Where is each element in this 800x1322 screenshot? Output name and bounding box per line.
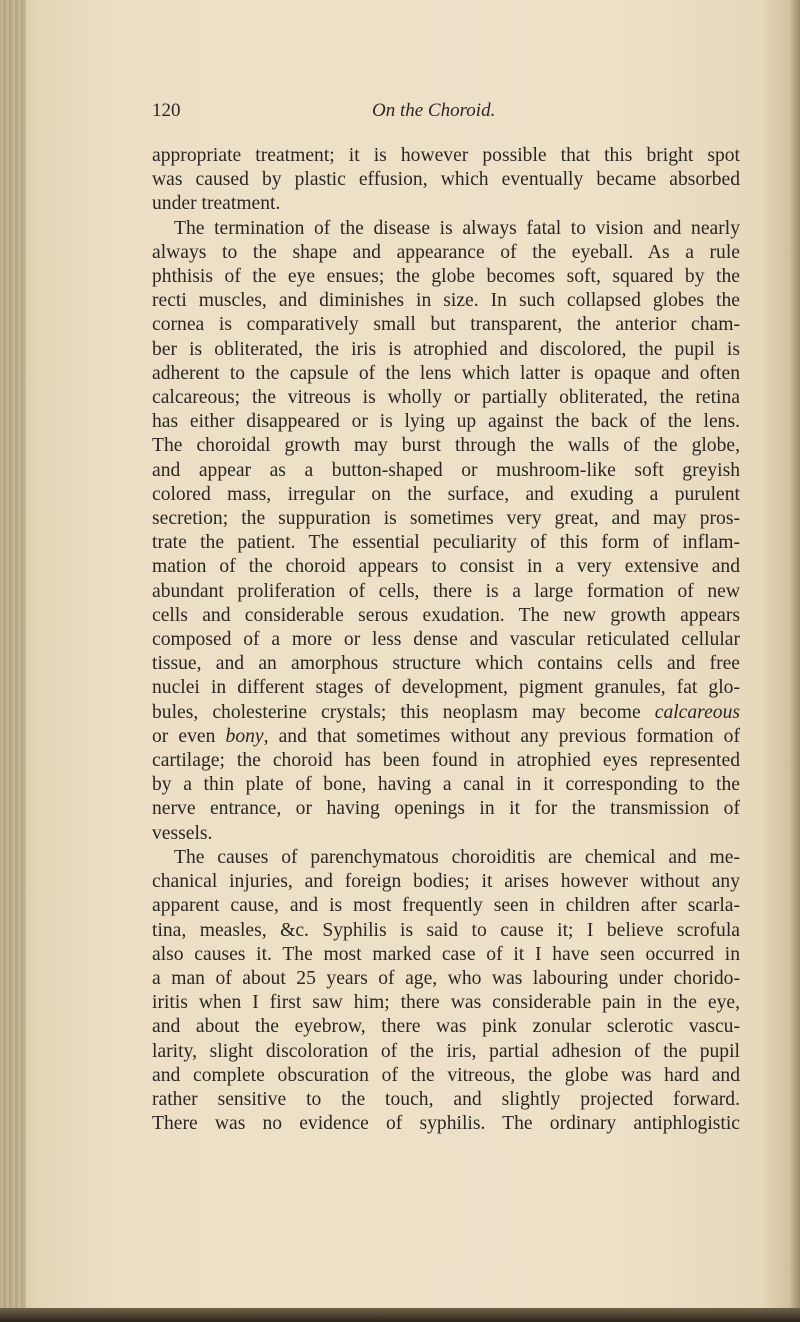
text-line-with-italic bbox=[152, 725, 740, 749]
running-title: On the Choroid. bbox=[372, 100, 496, 121]
text-line-with-italic bbox=[152, 701, 740, 725]
text-line: nerve entrance, or having openings in it for the transmission of bbox=[152, 798, 740, 820]
text-line: cells and considerable serous exudation. The new growth appears bbox=[152, 604, 740, 626]
text-line: and about the eyebrow, there was pink zonular sclerotic vascu- bbox=[152, 1016, 740, 1038]
page-bottom-edge bbox=[0, 1308, 800, 1322]
text-segment: bules, cholesterine crystals; this neoplasm may become bbox=[152, 701, 641, 723]
text-line: nuclei in different stages of development, pigment granules, fat glo- bbox=[152, 677, 740, 699]
body-text bbox=[152, 144, 740, 1136]
page-edge bbox=[788, 0, 800, 1322]
paragraph-3 bbox=[152, 846, 740, 1136]
text-line: The causes of parenchymatous choroiditis are chemical and me- bbox=[174, 846, 740, 868]
book-spine-shadow bbox=[0, 0, 26, 1322]
text-line: appropriate treatment; it is however possible that this bright spot bbox=[152, 145, 740, 166]
page-number: 120 bbox=[152, 100, 181, 121]
running-header bbox=[152, 100, 732, 130]
text-line: a man of about 25 years of age, who was labouring under chorido- bbox=[152, 967, 740, 989]
text-line: always to the shape and appearance of the eyeball. As a rule bbox=[152, 241, 740, 263]
text-line: tina, measles, &c. Syphilis is said to cause it; I believe scrofula bbox=[152, 919, 740, 941]
text-line: colored mass, irregular on the surface, and exuding a purulent bbox=[152, 483, 740, 505]
text-line: trate the patient. The essential peculiarity of this form of inflam- bbox=[152, 532, 740, 554]
text-line: abundant proliferation of cells, there is a large formation of new bbox=[152, 580, 740, 602]
text-line: calcareous; the vitreous is wholly or partially obliterated, the retina bbox=[152, 387, 740, 409]
text-segment: or even bbox=[152, 725, 216, 747]
text-line: The termination of the disease is always fatal to vision and nearly bbox=[174, 217, 740, 239]
text-line: rather sensitive to the touch, and slightly projected forward. bbox=[152, 1088, 740, 1110]
paragraph-1 bbox=[152, 144, 740, 217]
text-line: has either disappeared or is lying up against the back of the lens. bbox=[152, 411, 740, 433]
text-line: vessels. bbox=[152, 822, 213, 844]
text-segment: , and that sometimes without any previous formation of bbox=[263, 725, 740, 747]
text-line: iritis when I first saw him; there was considerable pain in the eye, bbox=[152, 992, 740, 1014]
text-line: and complete obscuration of the vitreous, the globe was hard and bbox=[152, 1064, 740, 1086]
italic-word: calcareous bbox=[654, 701, 740, 723]
text-line: recti muscles, and diminishes in size. In such collapsed globes the bbox=[152, 290, 740, 312]
text-line: apparent cause, and is most frequently seen in children after scarla- bbox=[152, 895, 740, 917]
text-line: mation of the choroid appears to consist in a very extensive and bbox=[152, 556, 740, 578]
text-line: by a thin plate of bone, having a canal in it corresponding to the bbox=[152, 774, 740, 796]
text-line: under treatment. bbox=[152, 193, 281, 215]
text-line: adherent to the capsule of the lens which latter is opaque and often bbox=[152, 362, 740, 384]
text-line: and appear as a button-shaped or mushroom-like soft greyish bbox=[152, 459, 740, 481]
text-line: also causes it. The most marked case of it I have seen occurred in bbox=[152, 943, 740, 965]
text-line: phthisis of the eye ensues; the globe becomes soft, squared by the bbox=[152, 266, 740, 288]
text-line: The choroidal growth may burst through the walls of the globe, bbox=[152, 435, 740, 457]
text-line: chanical injuries, and foreign bodies; it arises however without any bbox=[152, 871, 740, 893]
text-line: was caused by plastic effusion, which eventually became absorbed bbox=[152, 169, 740, 191]
paragraph-2 bbox=[152, 217, 740, 846]
text-line: cartilage; the choroid has been found in atrophied eyes represented bbox=[152, 750, 740, 772]
text-line: secretion; the suppuration is sometimes very great, and may pros- bbox=[152, 508, 740, 530]
text-line: larity, slight discoloration of the iris, partial adhesion of the pupil bbox=[152, 1040, 740, 1062]
text-line: cornea is comparatively small but transparent, the anterior cham- bbox=[152, 314, 740, 336]
text-line: ber is obliterated, the iris is atrophied and discolored, the pupil is bbox=[152, 338, 740, 360]
text-line: There was no evidence of syphilis. The ordinary antiphlogistic bbox=[152, 1113, 740, 1135]
text-line: tissue, and an amorphous structure which contains cells and free bbox=[152, 653, 740, 675]
text-line: composed of a more or less dense and vascular reticulated cellular bbox=[152, 629, 740, 651]
italic-word: bony bbox=[225, 725, 264, 747]
